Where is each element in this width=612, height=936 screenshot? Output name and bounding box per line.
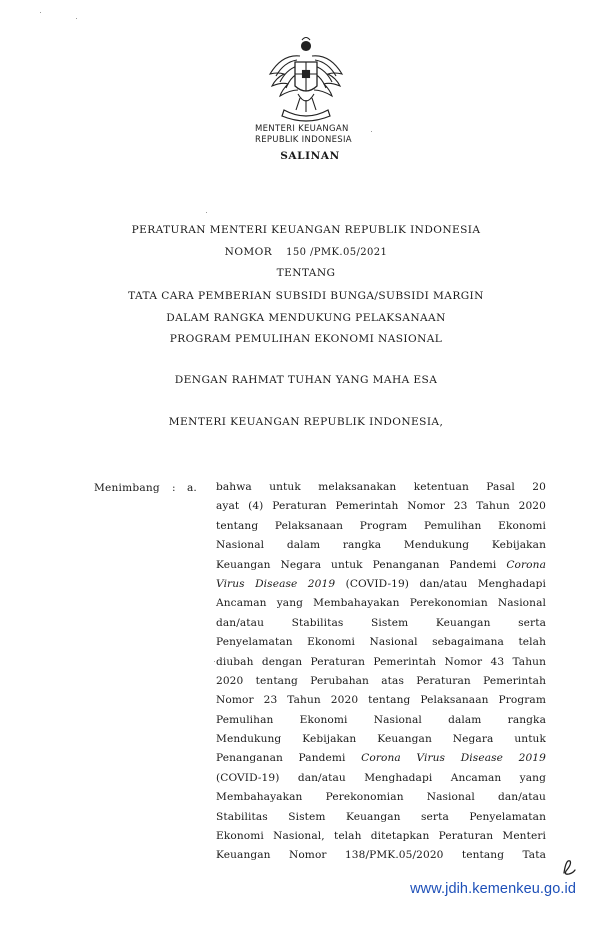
paragraph-line: Membahayakan Perekonomian Nasional dan/atau	[216, 791, 546, 804]
paragraph-line: Nomor 23 Tahun 2020 tentang Pelaksanaan Program	[216, 694, 546, 707]
tentang-heading: TENTANG	[276, 267, 336, 279]
footer-website-link[interactable]: www.jdih.kemenkeu.go.id	[410, 881, 576, 897]
paraf-initial-icon	[560, 855, 578, 877]
paragraph-line: Stabilitas Sistem Keuangan serta Penyelamatan	[216, 810, 546, 823]
issuer-line-1: MENTERI KEUANGAN	[255, 124, 349, 134]
subject-line-2: DALAM RANGKA MENDUKUNG PELAKSANAAN	[166, 312, 446, 324]
subject-line-1: TATA CARA PEMBERIAN SUBSIDI BUNGA/SUBSIDI MARGIN	[128, 290, 484, 302]
paragraph-line: bahwa untuk melaksanakan ketentuan Pasal 20	[216, 481, 546, 493]
scan-speck	[371, 131, 372, 132]
invocation: DENGAN RAHMAT TUHAN YANG MAHA ESA	[174, 374, 438, 386]
menimbang-colon: :	[172, 482, 176, 494]
paragraph-line: Virus Disease 2019 (COVID-19) dan/atau Menghadapi	[216, 577, 546, 590]
issuer-line-2: REPUBLIK INDONESIA	[255, 135, 352, 145]
authority-heading: MENTERI KEUANGAN REPUBLIK INDONESIA,	[168, 416, 444, 428]
subject-line-3: PROGRAM PEMULIHAN EKONOMI NASIONAL	[169, 333, 443, 345]
nomor-value: 150 /PMK.05/2021	[286, 247, 388, 258]
paragraph-line: diubah dengan Peraturan Pemerintah Nomor 43 Tahun	[216, 655, 546, 668]
menimbang-paragraph	[216, 478, 546, 866]
item-marker: a.	[187, 482, 197, 494]
paragraph-line: Nasional dalam rangka Mendukung Kebijakan	[216, 539, 546, 552]
nomor-label: NOMOR	[224, 246, 273, 258]
scan-speck	[76, 18, 77, 19]
garuda-emblem-icon	[264, 34, 348, 126]
copy-label: SALINAN	[280, 150, 340, 162]
paragraph-line: 2020 tentang Perubahan atas Peraturan Pemerintah	[216, 674, 546, 687]
paragraph-line: Keuangan Nomor 138/PMK.05/2020 tentang Tata	[216, 849, 546, 862]
paragraph-line: (COVID-19) dan/atau Menghadapi Ancaman yang	[216, 771, 546, 784]
paragraph-line: dan/atau Stabilitas Sistem Keuangan serta	[216, 616, 546, 629]
scan-speck	[206, 212, 207, 213]
paragraph-line: Keuangan Negara untuk Penanganan Pandemi Corona	[216, 558, 546, 571]
paragraph-line: Pemulihan Ekonomi Nasional dalam rangka	[216, 713, 546, 726]
menimbang-label: Menimbang	[94, 482, 160, 494]
paragraph-line: ayat (4) Peraturan Pemerintah Nomor 23 Tahun 2020	[216, 500, 546, 513]
regulation-title: PERATURAN MENTERI KEUANGAN REPUBLIK INDONESIA	[131, 224, 481, 236]
paragraph-line: Ekonomi Nasional, telah ditetapkan Peraturan Menteri	[216, 830, 546, 843]
paragraph-line: tentang Pelaksanaan Program Pemulihan Ekonomi	[216, 519, 546, 532]
issuer-block	[255, 124, 352, 146]
scan-speck	[40, 12, 41, 13]
paragraph-line: Penanganan Pandemi Corona Virus Disease 2019	[216, 752, 546, 765]
regulation-number	[0, 246, 612, 258]
paragraph-line: Mendukung Kebijakan Keuangan Negara untuk	[216, 733, 546, 746]
paragraph-line: Penyelamatan Ekonomi Nasional sebagaimana telah	[216, 636, 546, 649]
paragraph-line: Ancaman yang Membahayakan Perekonomian Nasional	[216, 597, 546, 610]
